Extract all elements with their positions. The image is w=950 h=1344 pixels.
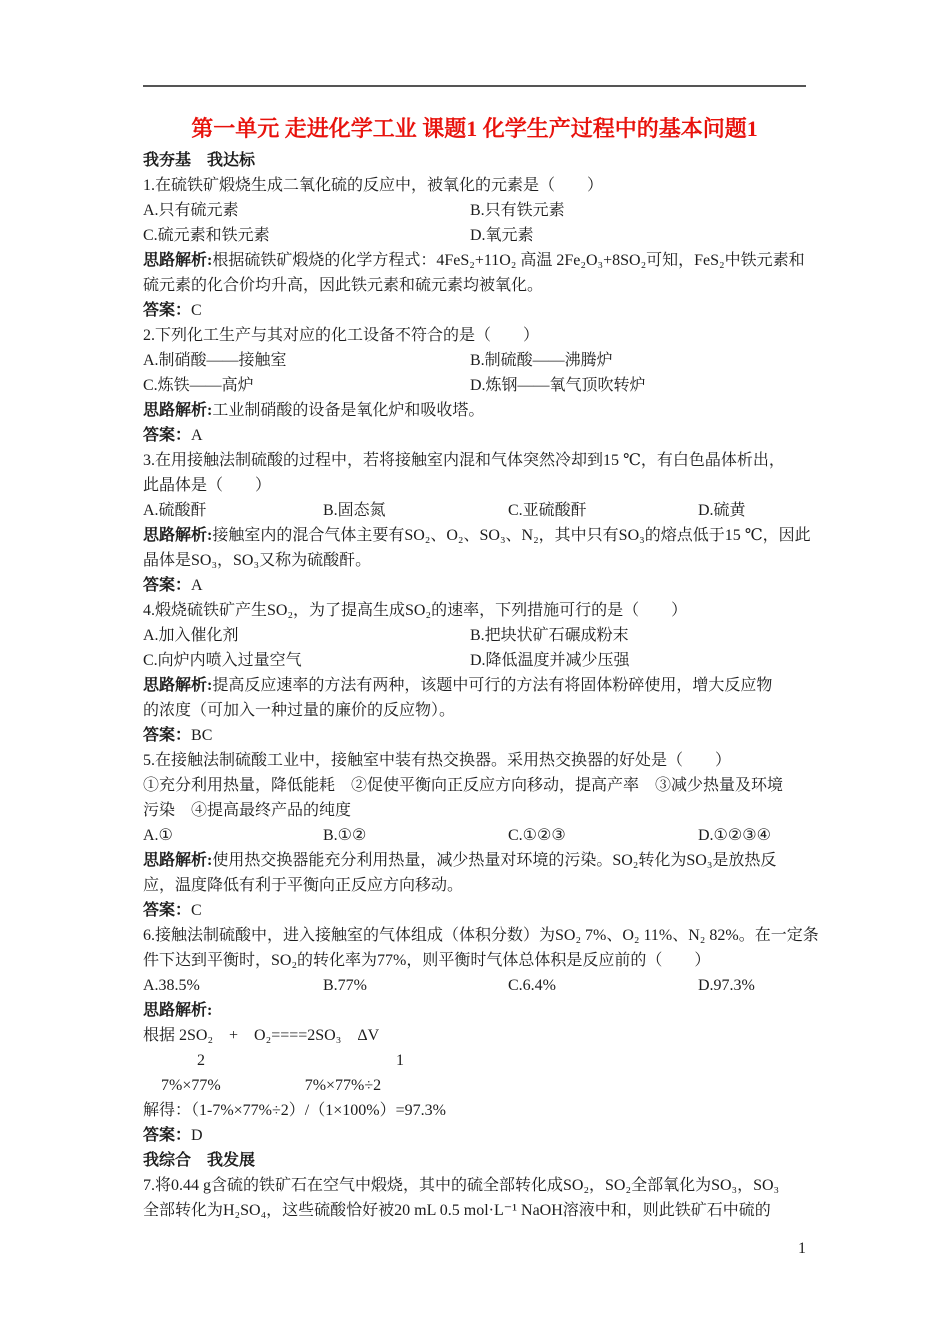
question-4-option-c: C.向炉内喷入过量空气 bbox=[143, 652, 302, 669]
question-2-analysis-text: 工业制硝酸的设备是氧化炉和吸收塔。 bbox=[212, 402, 485, 419]
question-6-coefficient-so2: 2 bbox=[197, 1052, 205, 1069]
question-2-option-b: B.制硫酸——沸腾炉 bbox=[470, 352, 613, 369]
question-1-option-b: B.只有铁元素 bbox=[470, 202, 565, 219]
question-3-analysis-text: 接触室内的混合气体主要有SO₂、O₂、SO₃、N₂，其中只有SO₃的熔点低于15 ℃，因此 bbox=[212, 527, 811, 544]
question-5-answer-value: C bbox=[191, 902, 202, 919]
question-5-items-line-1: ①充分利用热量，降低能耗 ②促使平衡向正反应方向移动，提高产率 ③减少热量及环境 bbox=[143, 777, 784, 794]
question-4-answer bbox=[143, 723, 806, 748]
question-5-items-line-2: 污染 ④提高最终产品的纯度 bbox=[143, 802, 352, 819]
question-3-answer-value: A bbox=[191, 577, 203, 594]
question-4-option-a: A.加入催化剂 bbox=[143, 627, 239, 644]
question-4-options-row-1 bbox=[143, 623, 806, 648]
question-6-analysis-label: 思路解析: bbox=[143, 1002, 213, 1019]
question-6-option-d: D.97.3% bbox=[698, 977, 755, 994]
question-5-option-b: B.①② bbox=[323, 827, 367, 844]
question-2-option-d: D.炼钢——氧气顶吹转炉 bbox=[470, 377, 646, 394]
answer-label: 答案： bbox=[143, 577, 192, 594]
question-4-analysis-line-2: 的浓度（可加入一种过量的廉价的反应物）。 bbox=[143, 702, 456, 719]
document-body bbox=[143, 110, 819, 1223]
question-3-option-b: B.固态氮 bbox=[323, 502, 386, 519]
question-2-stem: 2.下列化工生产与其对应的化工设备不符合的是（ ） bbox=[143, 327, 540, 344]
question-1-answer bbox=[143, 298, 806, 323]
question-1-analysis-line-2: 硫元素的化合价均升高，因此铁元素和硫元素均被氧化。 bbox=[143, 277, 544, 294]
question-4-option-b: B.把块状矿石碾成粉末 bbox=[470, 627, 629, 644]
question-6-equation-values bbox=[143, 1073, 806, 1098]
question-3-analysis-line-2: 晶体是SO₃，SO₃又称为硫酸酐。 bbox=[143, 552, 372, 569]
question-3-stem-line-1: 3.在用接触法制硫酸的过程中，若将接触室内混和气体突然冷却到15 ℃，有白色晶体析出， bbox=[143, 452, 785, 469]
answer-label: 答案： bbox=[143, 1127, 192, 1144]
question-1-answer-value: C bbox=[191, 302, 202, 319]
question-6-stem-line-2: 件下达到平衡时，SO₂的转化率为77%，则平衡时气体总体积是反应前的（ ） bbox=[143, 952, 711, 969]
question-1-option-a: A.只有硫元素 bbox=[143, 202, 239, 219]
question-3-option-d: D.硫黄 bbox=[698, 502, 746, 519]
question-6-equation-line-1: 根据 2SO₂ + O₂====2SO₃ ΔV bbox=[143, 1027, 380, 1044]
question-5-stem: 5.在接触法制硫酸工业中，接触室中装有热交换器。采用热交换器的好处是（ ） bbox=[143, 752, 732, 769]
question-6-option-a: A.38.5% bbox=[143, 977, 200, 994]
answer-label: 答案： bbox=[143, 727, 192, 744]
header-separator-line bbox=[143, 85, 806, 87]
question-6-option-c: C.6.4% bbox=[508, 977, 556, 994]
question-2-answer-value: A bbox=[191, 427, 203, 444]
question-4-analysis-line-1 bbox=[143, 673, 806, 698]
question-1-stem: 1.在硫铁矿煅烧生成二氧化硫的反应中，被氧化的元素是（ ） bbox=[143, 177, 604, 194]
question-2-option-a: A.制硝酸——接触室 bbox=[143, 352, 287, 369]
question-6-coefficient-dv: 1 bbox=[396, 1052, 404, 1069]
question-2-options-row-1 bbox=[143, 348, 806, 373]
analysis-label: 思路解析: bbox=[143, 677, 213, 694]
question-2-answer bbox=[143, 423, 806, 448]
question-7-stem-line-2: 全部转化为H₂SO₄，这些硫酸恰好被20 mL 0.5 mol·L⁻¹ NaOH溶液中和，则此铁矿石中硫的 bbox=[143, 1202, 771, 1219]
analysis-label: 思路解析: bbox=[143, 852, 213, 869]
question-2-analysis-line-1 bbox=[143, 398, 806, 423]
question-3-analysis-line-1 bbox=[143, 523, 811, 548]
question-6-equation-result: 解得：（1-7%×77%÷2）/（1×100%）=97.3% bbox=[143, 1102, 446, 1119]
question-2-option-c: C.炼铁——高炉 bbox=[143, 377, 254, 394]
question-4-options-row-2 bbox=[143, 648, 806, 673]
question-6-stem-line-1: 6.接触法制硫酸中，进入接触室的气体组成（体积分数）为SO₂ 7%、O₂ 11%、N₂ 82%。在一定条 bbox=[143, 927, 819, 944]
question-3-answer bbox=[143, 573, 806, 598]
question-4-option-d: D.降低温度并减少压强 bbox=[470, 652, 630, 669]
question-1-option-d: D.氧元素 bbox=[470, 227, 534, 244]
question-7-stem-line-1: 7.将0.44 g含硫的铁矿石在空气中煅烧，其中的硫全部转化成SO₂，SO₂全部氧化为SO₃，SO₃ bbox=[143, 1177, 780, 1194]
page-number: 1 bbox=[798, 1240, 806, 1257]
analysis-label: 思路解析: bbox=[143, 252, 213, 269]
question-5-options-row bbox=[143, 823, 806, 848]
document-title: 第一单元 走进化学工业 课题1 化学生产过程中的基本问题1 bbox=[191, 116, 758, 141]
question-1-analysis-text: 根据硫铁矿煅烧的化学方程式：4FeS₂+11O₂ 高温 2Fe₂O₃+8SO₂可知，FeS₂中铁元素和 bbox=[212, 252, 805, 269]
question-5-analysis-line-2: 应，温度降低有利于平衡向正反应方向移动。 bbox=[143, 877, 464, 894]
answer-label: 答案： bbox=[143, 302, 192, 319]
question-1-option-c: C.硫元素和铁元素 bbox=[143, 227, 270, 244]
answer-label: 答案： bbox=[143, 902, 192, 919]
question-6-value-so2: 7%×77% bbox=[161, 1077, 221, 1094]
question-5-option-c: C.①②③ bbox=[508, 827, 566, 844]
question-1-analysis-line-1 bbox=[143, 248, 806, 273]
question-5-analysis-line-1 bbox=[143, 848, 806, 873]
question-4-answer-value: BC bbox=[191, 727, 213, 744]
question-4-stem: 4.煅烧硫铁矿产生SO₂，为了提高生成SO₂的速率，下列措施可行的是（ ） bbox=[143, 602, 688, 619]
section-1-heading: 我夯基 我达标 bbox=[143, 152, 256, 169]
question-6-option-b: B.77% bbox=[323, 977, 367, 994]
question-3-option-c: C.亚硫酸酐 bbox=[508, 502, 587, 519]
question-3-options-row bbox=[143, 498, 806, 523]
question-5-answer bbox=[143, 898, 806, 923]
question-6-options-row bbox=[143, 973, 806, 998]
question-3-option-a: A.硫酸酐 bbox=[143, 502, 207, 519]
question-3-stem-line-2: 此晶体是（ ） bbox=[143, 477, 272, 494]
question-6-value-dv: 7%×77%÷2 bbox=[304, 1077, 382, 1094]
analysis-label: 思路解析: bbox=[143, 527, 213, 544]
question-6-answer bbox=[143, 1123, 806, 1148]
answer-label: 答案： bbox=[143, 427, 192, 444]
question-4-analysis-text: 提高反应速率的方法有两种，该题中可行的方法有将固体粉碎使用，增大反应物 bbox=[212, 677, 773, 694]
question-6-equation-coefficients bbox=[143, 1048, 806, 1073]
question-5-option-a: A.① bbox=[143, 827, 173, 844]
question-6-answer-value: D bbox=[191, 1127, 203, 1144]
question-5-analysis-text: 使用热交换器能充分利用热量，减少热量对环境的污染。SO₂转化为SO₃是放热反 bbox=[212, 852, 777, 869]
question-1-options-row-2 bbox=[143, 223, 806, 248]
question-1-options-row-1 bbox=[143, 198, 806, 223]
analysis-label: 思路解析: bbox=[143, 402, 213, 419]
question-2-options-row-2 bbox=[143, 373, 806, 398]
question-5-option-d: D.①②③④ bbox=[698, 827, 771, 844]
section-2-heading: 我综合 我发展 bbox=[143, 1152, 256, 1169]
